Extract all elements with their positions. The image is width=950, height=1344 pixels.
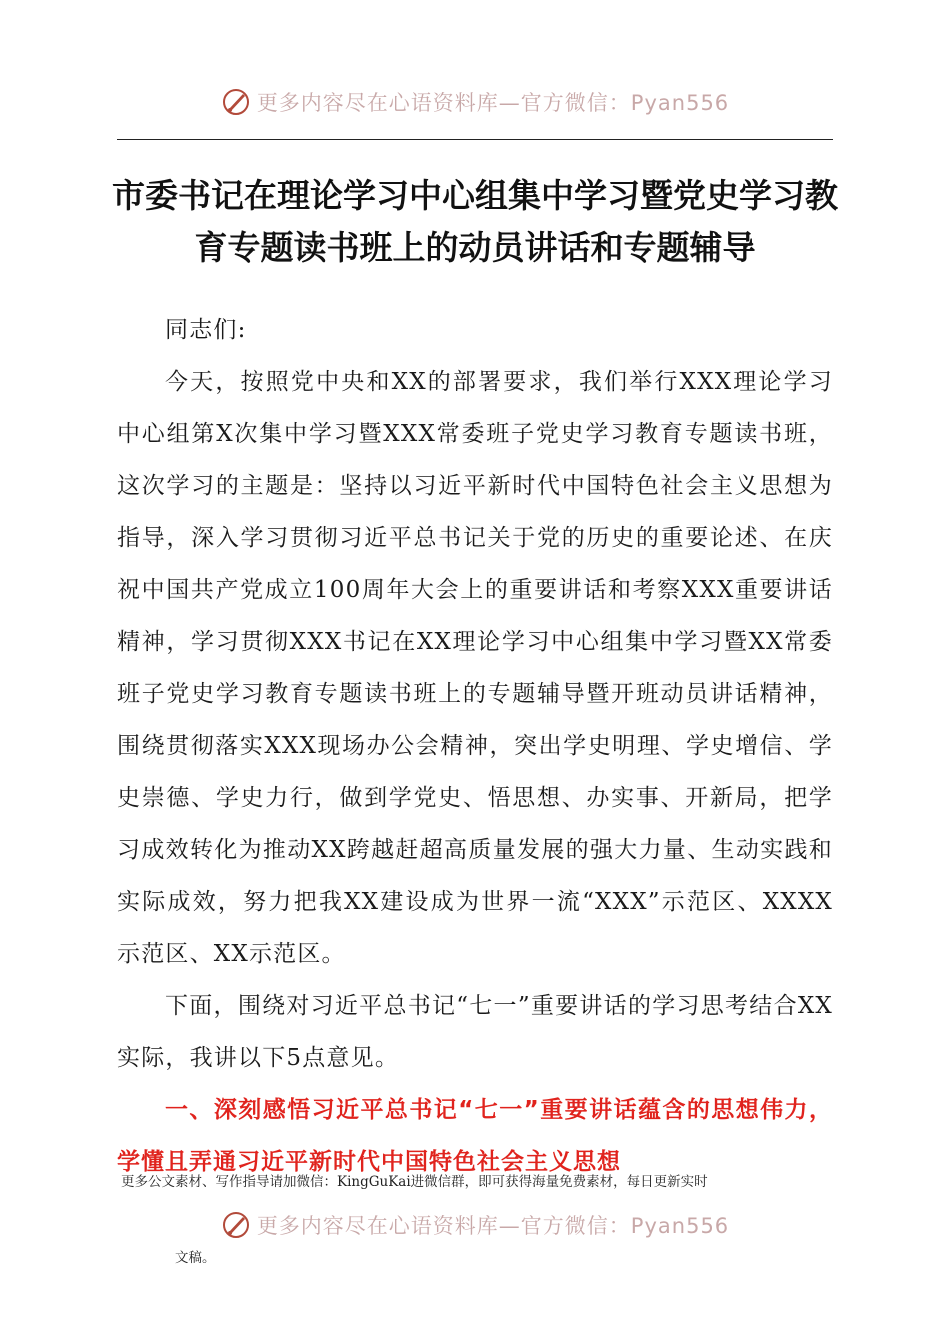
- footer-watermark: [0, 1205, 950, 1245]
- document-title: 市委书记在理论学习中心组集中学习暨党史学习教育专题读书班上的动员讲话和专题辅导: [112, 176, 838, 267]
- section-heading: 一、深刻感悟习近平总书记“七一”重要讲话蕴含的思想伟力，学懂且弄通习近平新时代中国特色社会主义思想: [117, 1097, 833, 1175]
- pen-circle-icon: [221, 1210, 251, 1240]
- document-body: [117, 304, 833, 1188]
- salutation: 同志们:: [165, 317, 247, 343]
- header-watermark: [0, 82, 950, 122]
- footer-note: 更多公文素材、写作指导请加微信：KingGuKai进微信群，即可获得海量免费素材，每日更新实时: [121, 1174, 708, 1190]
- header-watermark-text: 更多内容尽在心语资料库—官方微信：Pyan556: [256, 91, 730, 115]
- footer-note-end: 文稿。: [175, 1250, 216, 1266]
- footer-watermark-text: 更多内容尽在心语资料库—官方微信：Pyan556: [256, 1214, 730, 1238]
- body-paragraph: 今天，按照党中央和XX的部署要求，我们举行XXX理论学习中心组第X次集中学习暨XXX常委班子党史学习教育专题读书班，这次学习的主题是：坚持以习近平新时代中国特色社会主义思想为指导，深入学习贯彻习近平总书记关于党的历史的重要论述、在庆祝中国共产党成立100周年大会上的重要讲话和考察XXX重要讲话精神，学习贯彻XXX书记在XX理论学习中心组集中学习暨XX常委班子党史学习教育专题读书班上的专题辅导暨开班动员讲话精神，围绕贯彻落实XXX现场办公会精神，突出学史明理、学史增信、学史崇德、学史力行，做到学党史、悟思想、办实事、开新局，把学习成效转化为推动XX跨越赶超高质量发展的强大力量、生动实践和实际成效，努力把我XX建设成为世界一流“XXX”示范区、XXXX示范区、XX示范区。: [117, 369, 833, 967]
- header-divider: [117, 139, 833, 140]
- pen-circle-icon: [221, 87, 251, 117]
- body-paragraph: 下面，围绕对习近平总书记“七一”重要讲话的学习思考结合XX实际，我讲以下5点意见。: [117, 993, 833, 1071]
